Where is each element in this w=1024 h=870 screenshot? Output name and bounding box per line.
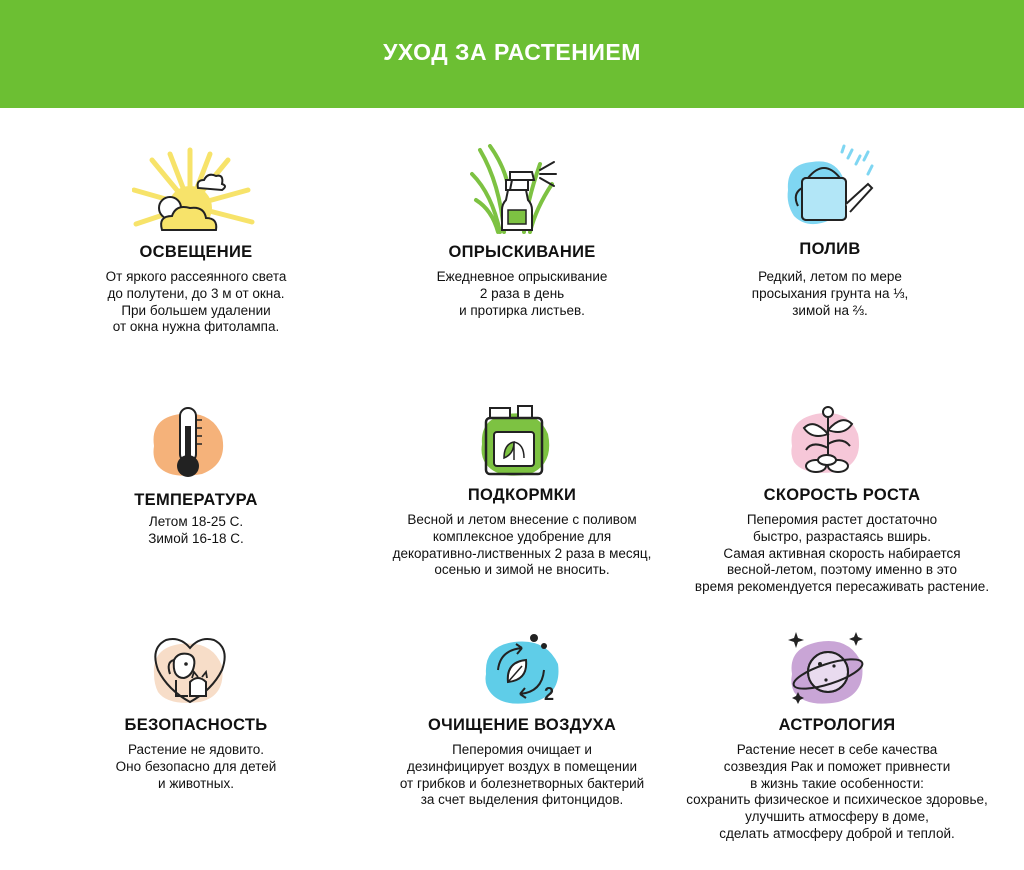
description-line: Оно безопасно для детей: [115, 758, 277, 774]
spray-bottle-icon: [470, 144, 560, 236]
description-line: Пеперомия очищает и: [452, 742, 592, 757]
description-line: до полутени, до 3 м от окна.: [107, 285, 285, 301]
sun-cloud-icon: [132, 146, 258, 238]
card-description: [650, 742, 1024, 843]
description-line: Ежедневное опрыскивание: [436, 269, 608, 284]
card-description: [372, 269, 672, 319]
description-line: Растение несет в себе качества: [736, 742, 938, 757]
description-line: улучшить атмосферу в доме,: [745, 809, 929, 825]
card-growth-rate: [660, 400, 1024, 600]
card-title: ОСВЕЩЕНИЕ: [139, 243, 253, 261]
card-description: [680, 269, 980, 319]
description-line: От яркого рассеянного света: [105, 269, 287, 284]
description-line: быстро, разрастаясь вширь.: [753, 528, 931, 544]
description-line: Пеперомия растет достаточно: [746, 512, 938, 527]
card-description: [46, 742, 346, 792]
description-line: осенью и зимой не вносить.: [434, 562, 610, 578]
watering-can-icon: [782, 144, 878, 230]
planet-stars-icon: [786, 630, 872, 708]
card-title: ТЕМПЕРАТУРА: [134, 491, 258, 509]
sprout-icon: [786, 404, 866, 476]
page-title: УХОД ЗА РАСТЕНИЕМ: [383, 38, 641, 65]
description-line: от грибков и болезнетворных бактерий: [399, 775, 645, 791]
card-air-purification: [362, 630, 682, 830]
card-safety: [46, 630, 346, 810]
card-watering: [680, 130, 980, 350]
description-line: созвездия Рак и поможет привнести: [723, 758, 951, 774]
card-title: АСТРОЛОГИЯ: [778, 716, 896, 734]
card-title: СКОРОСТЬ РОСТА: [763, 486, 921, 504]
description-line: комплексное удобрение для: [432, 528, 612, 544]
pets-heart-icon: [150, 634, 230, 706]
description-line: от окна нужна фитолампа.: [112, 319, 280, 335]
description-line: и животных.: [158, 775, 234, 791]
card-spraying: [372, 130, 672, 350]
card-fertilizing: [346, 400, 698, 580]
description-line: Весной и летом внесение с поливом: [407, 512, 637, 527]
description-line: весной-летом, поэтому именно в это: [727, 562, 957, 578]
card-description: [362, 742, 682, 809]
card-description: [46, 514, 346, 548]
description-line: сделать атмосферу доброй и теплой.: [719, 825, 955, 841]
description-line: и протирка листьев.: [459, 302, 585, 318]
thermometer-icon: [146, 406, 228, 480]
description-line: дезинфицирует воздух в помещении: [406, 758, 638, 774]
card-lighting: [46, 130, 346, 350]
description-line: просыхания грунта на ⅓,: [751, 285, 909, 301]
description-line: декоративно-лиственных 2 раза в месяц,: [392, 545, 652, 561]
description-line: Зимой 16-18 С.: [148, 530, 244, 546]
card-astrology: [650, 630, 1024, 860]
description-line: время рекомендуется пересаживать растение.: [694, 579, 990, 595]
card-description: [660, 512, 1024, 596]
description-line: Самая активная скорость набирается: [723, 545, 961, 561]
page-header: [0, 0, 1024, 108]
description-line: При большем удалении: [121, 302, 271, 318]
card-title: ОЧИЩЕНИЕ ВОЗДУХА: [427, 716, 617, 734]
description-line: 2 раза в день: [479, 285, 565, 301]
description-line: в жизнь такие особенности:: [750, 775, 924, 791]
description-line: зимой на ⅔.: [792, 302, 868, 318]
fertilizer-canister-icon: [478, 404, 554, 480]
card-title: ПОЛИВ: [799, 240, 861, 258]
svg-text:2: 2: [544, 684, 555, 704]
air-purification-icon: [482, 632, 566, 708]
card-temperature: [46, 400, 346, 560]
card-title: БЕЗОПАСНОСТЬ: [124, 716, 268, 734]
card-description: [46, 269, 346, 336]
description-line: Редкий, летом по мере: [758, 269, 902, 284]
card-title: ОПРЫСКИВАНИЕ: [448, 243, 596, 261]
description-line: за счет выделения фитонцидов.: [420, 792, 624, 808]
card-description: [346, 512, 698, 579]
description-line: сохранить физическое и психическое здоровье,: [686, 792, 988, 808]
description-line: Летом 18-25 С.: [148, 514, 244, 529]
description-line: Растение не ядовито.: [127, 742, 265, 757]
card-title: ПОДКОРМКИ: [467, 486, 577, 504]
